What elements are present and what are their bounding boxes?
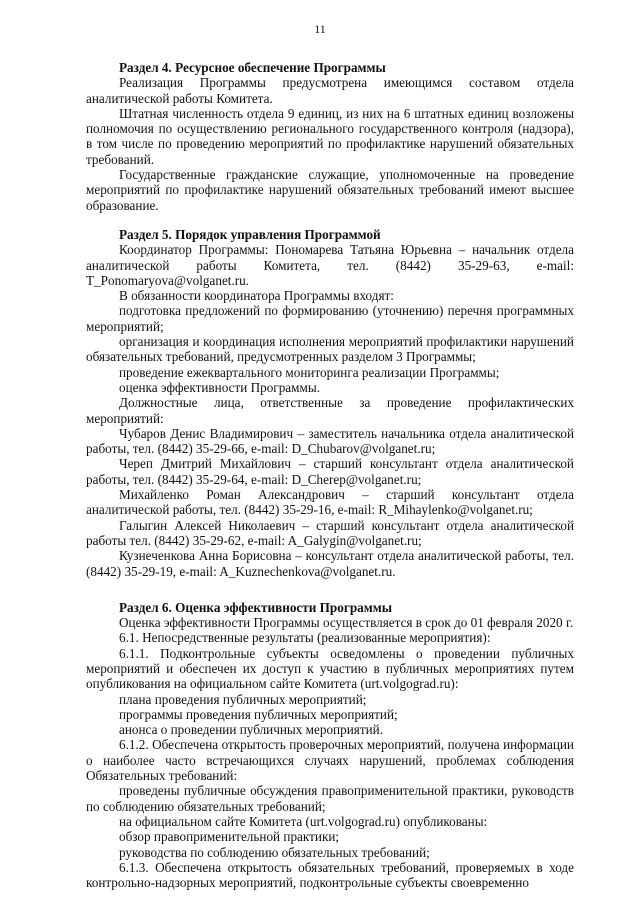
section-6-title: Раздел 6. Оценка эффективности Программы: [119, 599, 393, 615]
paragraph: проведены публичные обсуждения правоприменительной практики, руководств по соблюдению обязательных требований;: [86, 783, 574, 814]
paragraph: 6.1.1. Подконтрольные субъекты осведомлены о проведении публичных мероприятий и обеспечен их доступ к участию в публичных мероприятиях путем опубликования на официальном сайте Комитета (urt.volgograd.ru):: [86, 645, 574, 692]
section-gap: [86, 579, 574, 600]
paragraph: Штатная численность отдела 9 единиц, из них на 6 штатных единиц возложены полномочия по осуществлению регионального государственного контроля (надзора), в том числе по проведению мероприятий по профилактике нарушений обязательных требований.: [86, 105, 574, 167]
paragraph: на официальном сайте Комитета (urt.volgograd.ru) опубликованы:: [119, 813, 488, 829]
paragraph: Реализация Программы предусмотрена имеющимся составом отдела аналитической работы Комитета.: [86, 75, 574, 106]
document-body: [86, 60, 574, 890]
paragraph: В обязанности координатора Программы входят:: [119, 288, 394, 304]
paragraph: Должностные лица, ответственные за проведение профилактических мероприятий:: [86, 395, 574, 426]
paragraph: программы проведения публичных мероприятий;: [119, 706, 398, 722]
paragraph: подготовка предложений по формированию (уточнению) перечня программных мероприятий;: [86, 303, 574, 334]
paragraph: 6.1.2. Обеспечена открытость проверочных мероприятий, получена информации о наиболее часто встречающихся случаях нарушений, проблемах соблюдения Обязательных требований:: [86, 737, 574, 784]
paragraph: организация и координация исполнения мероприятий профилактики нарушений обязательных требований, предусмотренных разделом 3 Программы;: [86, 334, 574, 365]
paragraph: 6.1.3. Обеспечена открытость обязательных требований, проверяемых в ходе контрольно-надзорных мероприятий, подконтрольные субъекты своевременно: [86, 859, 574, 891]
paragraph: Кузнеченкова Анна Борисовна – консультант отдела аналитической работы, тел. (8442) 35-29-19, e-mail: A_Kuznechenkova@volganet.ru.: [86, 548, 574, 579]
paragraph: Галыгин Алексей Николаевич – старший консультант отдела аналитической работы тел. (8442) 35-29-62, e-mail: A_Galygin@volganet.ru;: [86, 517, 574, 548]
paragraph: Координатор Программы: Пономарева Татьяна Юрьевна – начальник отдела аналитической работы Комитета, тел. (8442) 35-29-63, e-mail: T_Ponomaryova@volganet.ru.: [86, 242, 574, 288]
paragraph: руководства по соблюдению обязательных требований;: [119, 844, 430, 860]
paragraph: Государственные гражданские служащие, уполномоченные на проведение мероприятий по профилактике нарушений обязательных требований имеют высшее образование.: [86, 167, 574, 213]
paragraph: Череп Дмитрий Михайлович – старший консультант отдела аналитической работы, тел. (8442) 35-29-64, e-mail: D_Cherep@volganet.ru;: [86, 456, 574, 487]
section-5-title: Раздел 5. Порядок управления Программой: [119, 226, 381, 242]
paragraph: Оценка эффективности Программы осуществляется в срок до 01 февраля 2020 г.: [119, 615, 574, 631]
paragraph: 6.1. Непосредственные результаты (реализованные мероприятия):: [119, 630, 491, 646]
page-number: 11: [314, 22, 326, 36]
section-4-title: Раздел 4. Ресурсное обеспечение Программы: [119, 60, 386, 75]
section-gap: [86, 213, 574, 227]
paragraph: Михайленко Роман Александрович – старший консультант отдела аналитической работы, тел. (8442) 35-29-16, e-mail: R_Mihaylenko@volganet.ru;: [86, 487, 574, 518]
paragraph: плана проведения публичных мероприятий;: [119, 691, 367, 707]
paragraph: проведение ежеквартального мониторинга реализации Программы;: [119, 364, 500, 380]
paragraph: анонса о проведении публичных мероприятий.: [119, 722, 383, 738]
paragraph: Чубаров Денис Владимирович – заместитель начальника отдела аналитической работы, тел. (8442) 35-29-66, e-mail: D_Chubarov@volganet.ru;: [86, 425, 574, 457]
paragraph: обзор правоприменительной практики;: [119, 829, 340, 845]
paragraph: оценка эффективности Программы.: [119, 379, 321, 395]
